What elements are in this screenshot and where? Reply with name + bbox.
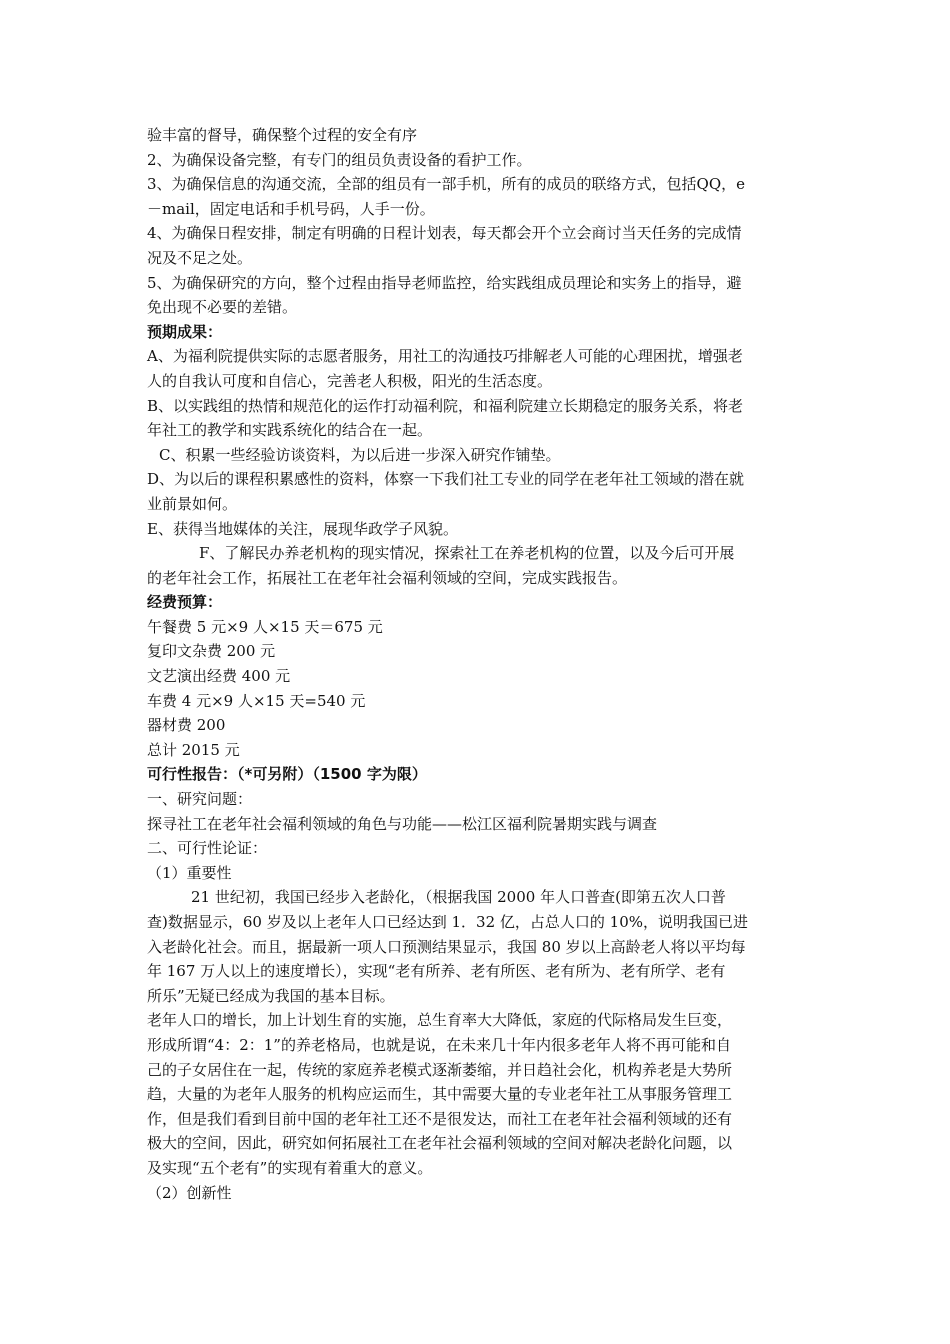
text-line: 二、可行性论证： [147,839,268,858]
text-line: 及实现“五个老有”的实现有着重大的意义。 [147,1158,433,1177]
section-heading-budget: 经费预算： [147,593,223,612]
text-line: 免出现不必要的差错。 [147,298,298,317]
text-line: 趋，大量的为老年人服务的机构应运而生，其中需要大量的专业老年社工从事服务管理工 [147,1085,733,1104]
text-line: 人的自我认可度和自信心，完善老人积极，阳光的生活态度。 [147,371,553,390]
text-line: 所乐”无疑已经成为我国的基本目标。 [147,986,395,1005]
text-line: 2、为确保设备完整，有专门的组员负责设备的看护工作。 [147,150,532,169]
text-line: 极大的空间，因此，研究如何拓展社工在老年社会福利领域的空间对解决老龄化问题，以 [147,1134,733,1153]
text-line: E、获得当地媒体的关注，展现华政学子风貌。 [147,519,458,538]
budget-line: 复印文杂费 200 元 [147,642,276,661]
text-line: （2）创新性 [147,1183,232,1202]
text-line: F、了解民办养老机构的现实情况，探索社工在养老机构的位置，以及今后可开展 [199,544,735,563]
budget-line: 车费 4 元×9 人×15 天=540 元 [147,691,366,710]
text-line: 的老年社会工作，拓展社工在老年社会福利领域的空间，完成实践报告。 [147,568,628,587]
text-line: A、为福利院提供实际的志愿者服务，用社工的沟通技巧排解老人可能的心理困扰，增强老 [147,347,743,366]
text-line: 一、研究问题： [147,790,253,809]
text-line: 4、为确保日程安排，制定有明确的日程计划表，每天都会开个立会商讨当天任务的完成情 [147,224,742,243]
text-line: －mail，固定电话和手机号码，人手一份。 [147,199,435,218]
section-heading-expected-results: 预期成果： [147,322,223,341]
text-line: 查)数据显示，60 岁及以上老年人口已经达到 1．32 亿，占总人口的 10%，说明我国已进 [147,913,748,931]
text-line: 业前景如何。 [147,494,238,513]
text-line: 验丰富的督导，确保整个过程的安全有序 [147,126,418,144]
text-line: 入老龄化社会。而且，据最新一项人口预测结果显示，我国 80 岁以上高龄老人将以平均每 [147,937,746,956]
text-line: 探寻社工在老年社会福利领域的角色与功能——松江区福利院暑期实践与调查 [147,814,658,833]
text-line: 况及不足之处。 [147,248,253,267]
text-line: 年社工的教学和实践系统化的结合在一起。 [147,421,433,440]
text-line: 21 世纪初，我国已经步入老龄化，（根据我国 2000 年人口普查(即第五次人口普 [191,888,726,907]
document-body [147,123,812,1205]
budget-total: 总计 2015 元 [147,740,240,759]
text-line: C、积累一些经验访谈资料，为以后进一步深入研究作铺垫。 [159,445,561,464]
text-line: 形成所谓“4：2：1”的养老格局，也就是说，在未来几十年内很多老年人将不再可能和自 [147,1035,731,1054]
text-line: 己的子女居住在一起，传统的家庭养老模式逐渐萎缩，并日趋社会化，机构养老是大势所 [147,1060,733,1079]
budget-line: 午餐费 5 元×9 人×15 天＝675 元 [147,617,383,636]
text-line: 年 167 万人以上的速度增长），实现“老有所养、老有所医、老有所为、老有所学、老有 [147,962,726,981]
text-line: 作，但是我们看到目前中国的老年社工还不是很发达，而社工在老年社会福利领域的还有 [147,1109,733,1128]
text-line: 3、为确保信息的沟通交流，全部的组员有一部手机，所有的成员的联络方式，包括QQ，e [147,175,746,194]
budget-line: 文艺演出经费 400 元 [147,667,291,686]
text-line: （1）重要性 [147,863,232,882]
text-line: B、以实践组的热情和规范化的运作打动福利院，和福利院建立长期稳定的服务关系，将老 [147,396,744,415]
section-heading-feasibility: 可行性报告：（*可另附）（1500 字为限） [147,765,427,784]
text-line: 5、为确保研究的方向，整个过程由指导老师监控，给实践组成员理论和实务上的指导，避 [147,273,742,292]
text-line: 老年人口的增长，加上计划生育的实施，总生育率大大降低，家庭的代际格局发生巨变， [147,1011,733,1030]
text-line: D、为以后的课程积累感性的资料，体察一下我们社工专业的同学在老年社工领域的潜在就 [147,470,745,489]
budget-line: 器材费 200 [147,716,226,735]
